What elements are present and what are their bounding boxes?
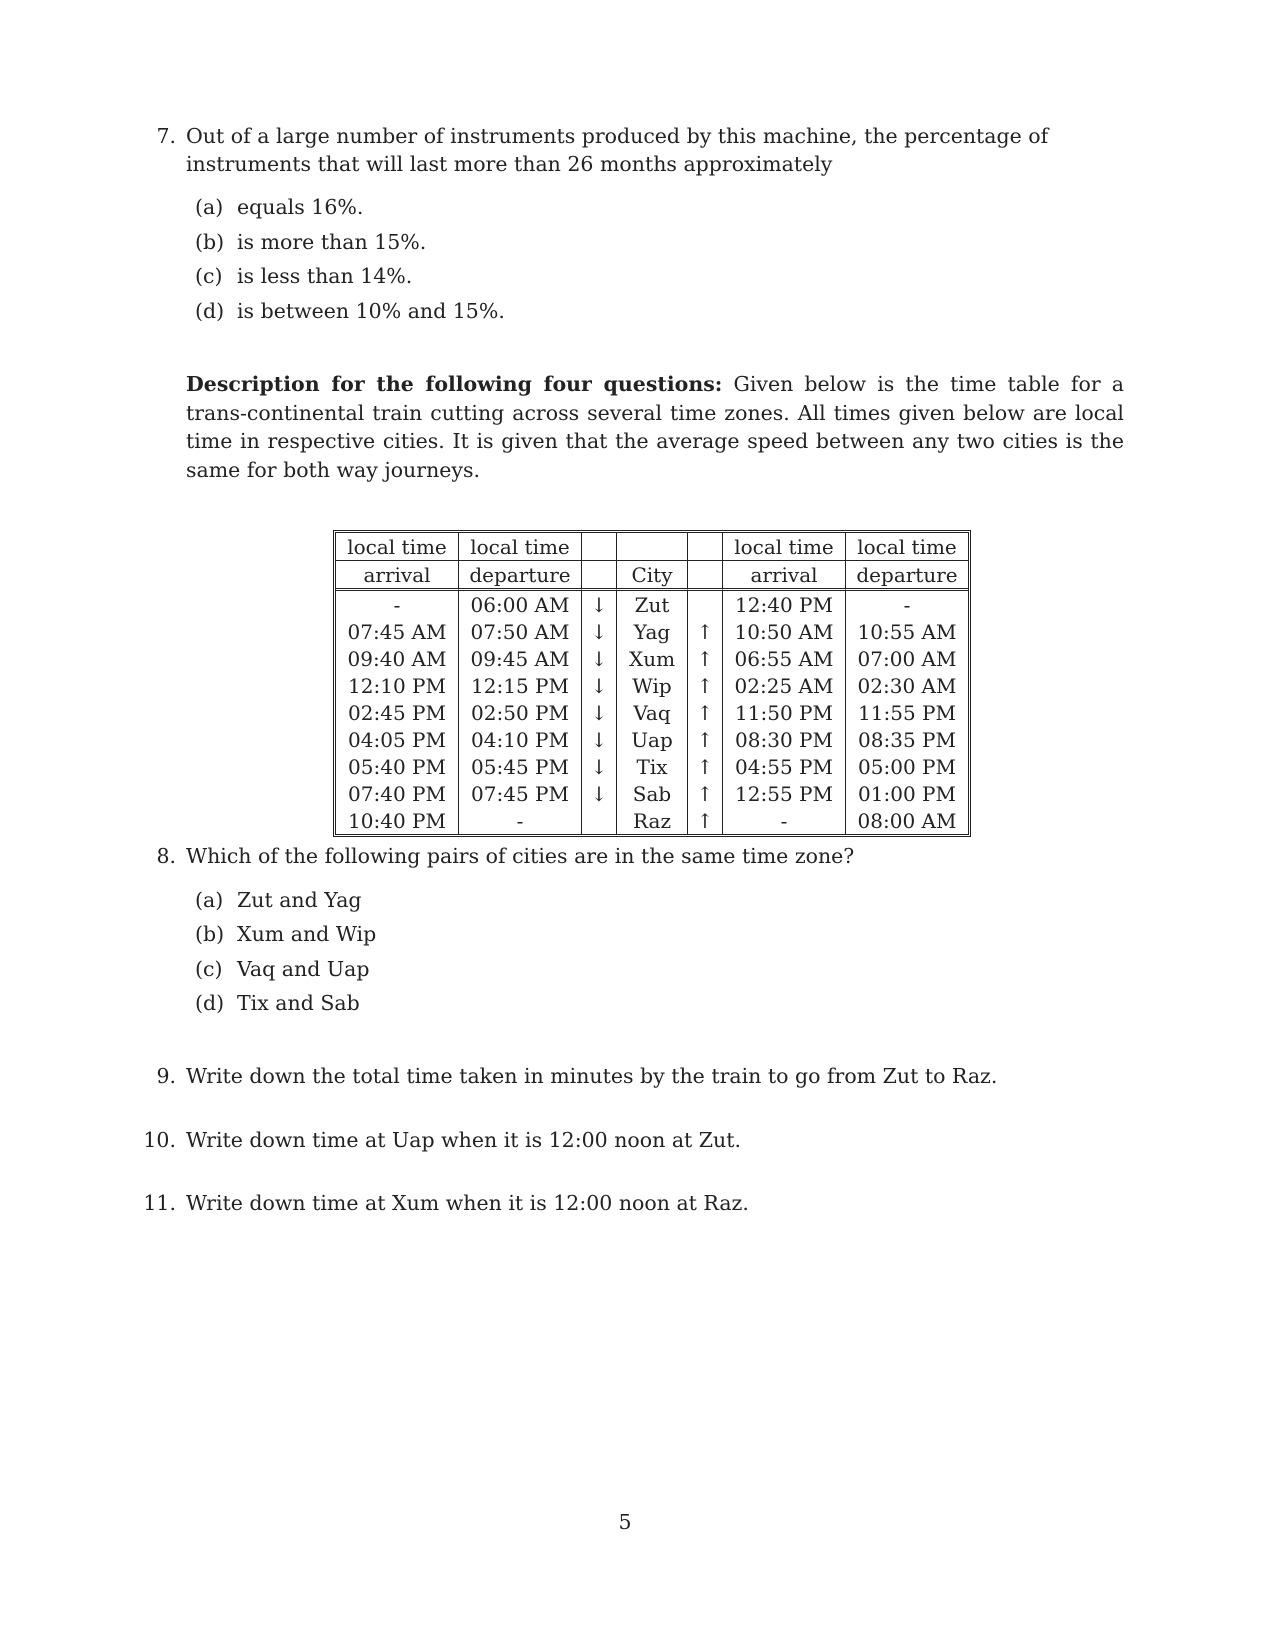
timetable-row [336,699,968,726]
timetable-cell: 11:50 PM [723,699,846,726]
description-heading: Description for the following four questions: [186,372,723,396]
timetable-header-row [336,533,968,561]
timetable-cell: Vaq [617,699,688,726]
option-label: (c) [195,264,223,288]
timetable-cell: Tix [617,753,688,780]
question-8 [156,842,1124,870]
timetable-cell [688,533,723,561]
timetable-cell: ↑ [688,726,723,753]
timetable-cell: local time [723,533,846,561]
timetable-header-row [336,561,968,591]
question-number: 9. [156,1064,176,1088]
timetable-cell: 05:45 PM [459,753,582,780]
timetable-cell: departure [846,561,968,591]
option-b [195,920,376,948]
timetable-cell: ↓ [582,780,617,807]
timetable-cell: ↓ [582,618,617,645]
option-c [195,955,369,983]
timetable-row [336,807,968,834]
timetable-cell: 05:00 PM [858,754,956,779]
option-text: Tix and Sab [237,991,360,1015]
timetable-cell: 08:30 PM [723,726,846,753]
timetable-cell: 02:50 PM [459,699,582,726]
timetable-cell: 11:55 PM [858,700,956,725]
timetable-row [336,726,968,753]
timetable-cell: ↓ [582,726,617,753]
option-label: (a) [195,888,224,912]
timetable-row [336,618,968,645]
timetable-cell: Xum [617,645,688,672]
timetable-cell: Zut [617,591,688,618]
timetable-cell: 12:10 PM [336,672,459,699]
question-9 [156,1062,1124,1090]
timetable-cell: Sab [617,780,688,807]
timetable-cell: 02:25 AM [723,672,846,699]
timetable-cell: - [723,807,846,834]
question-text: Which of the following pairs of cities are in the same time zone? [186,844,855,868]
question-text: Write down time at Xum when it is 12:00 noon at Raz. [186,1191,749,1215]
description-text: Given below is the time table for a trans-continental train cutting across several time zones. All times given below are local time in respective cities. It is given that the average speed between any two cities is the same for both way journeys. [186,372,1124,482]
option-b [195,228,426,256]
timetable-row [336,780,968,807]
timetable-cell: 04:05 PM [336,726,459,753]
timetable-cell [688,561,723,591]
timetable-cell: 02:30 AM [857,673,957,698]
option-d [195,297,505,325]
timetable-cell: 10:55 AM [857,619,957,644]
question-text: Write down time at Uap when it is 12:00 noon at Zut. [186,1128,742,1152]
timetable-cell: 04:10 PM [459,726,582,753]
timetable-cell: Raz [617,807,688,834]
timetable-row [336,672,968,699]
timetable-cell: ↓ [582,672,617,699]
question-text: Write down the total time taken in minutes by the train to go from Zut to Raz. [186,1064,998,1088]
timetable-cell [582,561,617,591]
timetable-cell: local time [459,533,582,561]
timetable-cell: 12:55 PM [723,780,846,807]
timetable-cell: 12:40 PM [723,591,846,618]
timetable-cell: ↑ [688,753,723,780]
timetable-cell: 10:40 PM [336,807,459,834]
timetable-cell: 07:40 PM [336,780,459,807]
question-number: 11. [143,1191,176,1215]
timetable-cell [582,533,617,561]
option-text: Zut and Yag [237,888,362,912]
timetable-cell: Wip [617,672,688,699]
page-number: 5 [618,1510,632,1534]
timetable-cell: 10:50 AM [723,618,846,645]
timetable-cell [688,591,723,618]
timetable-cell: 07:45 AM [336,618,459,645]
option-label: (d) [195,991,225,1015]
timetable-cell: - [903,592,911,617]
timetable-row [336,645,968,672]
timetable-row [336,753,968,780]
timetable-cell: ↑ [688,780,723,807]
option-text: is more than 15%. [237,230,427,254]
timetable-cell: 08:00 AM [857,808,957,833]
timetable-cell [582,807,617,834]
timetable-cell: ↑ [688,672,723,699]
timetable-cell: local time [846,533,968,561]
timetable-cell: 06:55 AM [723,645,846,672]
option-c [195,262,412,290]
question-number: 8. [156,844,176,868]
timetable-cell: 08:35 PM [858,727,956,752]
option-label: (b) [195,230,225,254]
timetable-cell: - [459,807,582,834]
option-d [195,989,360,1017]
timetable-cell: Uap [617,726,688,753]
question-10 [143,1126,1124,1154]
option-a [195,193,363,221]
timetable-cell: 07:45 PM [459,780,582,807]
option-label: (c) [195,957,223,981]
option-text: Vaq and Uap [237,957,370,981]
timetable-cell: local time [336,533,459,561]
question-7 [156,122,1124,178]
question-text: Out of a large number of instruments produced by this machine, the percentage of instruments that will last more than 26 months approximately [186,124,1049,176]
timetable-cell: departure [459,561,582,591]
timetable-cell: 12:15 PM [459,672,582,699]
timetable-cell: arrival [723,561,846,591]
option-text: is between 10% and 15%. [237,299,505,323]
timetable-cell: ↑ [688,699,723,726]
timetable-cell: 07:50 AM [459,618,582,645]
timetable-cell: 05:40 PM [336,753,459,780]
train-timetable [333,530,971,837]
timetable-cell: arrival [336,561,459,591]
timetable-cell [617,533,688,561]
option-text: is less than 14%. [237,264,413,288]
timetable-cell: 07:00 AM [857,646,957,671]
timetable-cell: - [336,591,459,618]
timetable-cell: ↑ [688,645,723,672]
timetable-cell: 09:45 AM [459,645,582,672]
option-text: Xum and Wip [237,922,377,946]
timetable-cell: 02:45 PM [336,699,459,726]
timetable-cell: Yag [617,618,688,645]
timetable-cell: ↑ [688,618,723,645]
option-label: (a) [195,195,224,219]
timetable-cell: 09:40 AM [336,645,459,672]
timetable-row [336,591,968,618]
question-11 [143,1189,1124,1217]
option-label: (b) [195,922,225,946]
option-text: equals 16%. [237,195,364,219]
question-number: 10. [143,1128,176,1152]
timetable-cell: 01:00 PM [858,781,956,806]
option-a [195,886,362,914]
timetable-cell: 06:00 AM [459,591,582,618]
timetable-cell: 04:55 PM [723,753,846,780]
timetable-cell: City [617,561,688,591]
question-number: 7. [156,124,176,148]
timetable-cell: ↓ [582,699,617,726]
description-paragraph [186,370,1124,484]
timetable-cell: ↓ [582,645,617,672]
timetable-cell: ↓ [582,591,617,618]
timetable-cell: ↑ [688,807,723,834]
option-label: (d) [195,299,225,323]
timetable-cell: ↓ [582,753,617,780]
